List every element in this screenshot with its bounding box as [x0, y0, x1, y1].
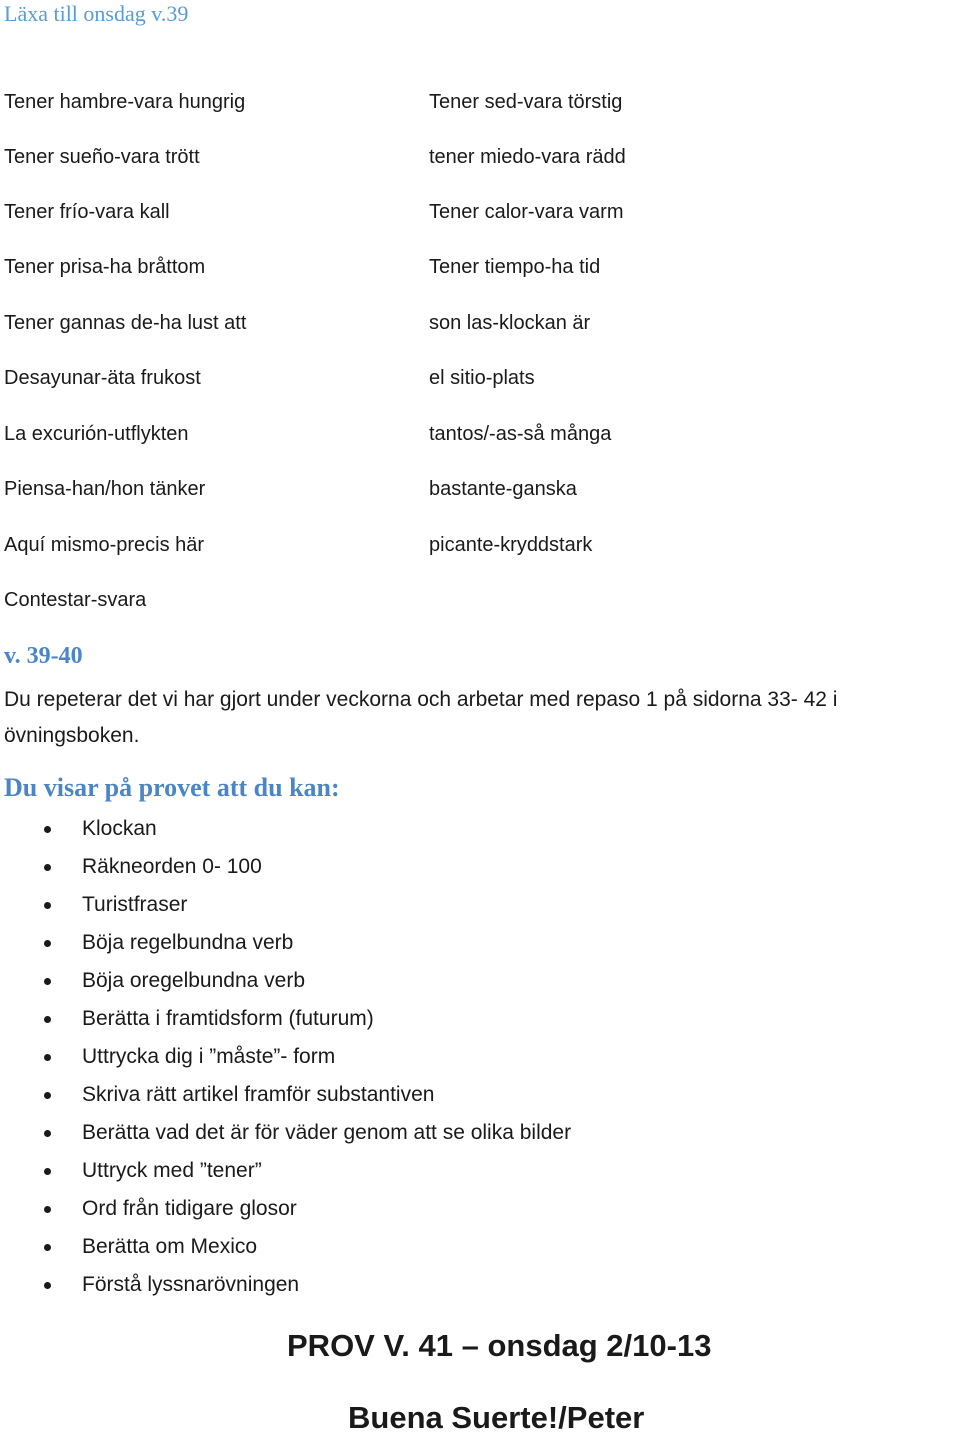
skills-list [0, 811, 571, 1305]
list-item [0, 1115, 571, 1153]
list-item-text: Ord från tidigare glosor [82, 1197, 297, 1220]
vocab-right-item: Tener tiempo-ha tid [429, 256, 601, 278]
vocab-right-item: Tener calor-vara varm [429, 201, 624, 223]
list-item [0, 811, 571, 849]
vocab-left-item: Piensa-han/hon tänker [4, 478, 206, 500]
bullet-icon [44, 826, 51, 833]
vocab-right-item: bastante-ganska [429, 478, 577, 500]
section-heading: Du visar på provet att du kan: [4, 773, 340, 802]
list-item [0, 1229, 571, 1267]
vocab-left-item: Tener gannas de-ha lust att [4, 312, 247, 334]
vocab-right-item: picante-kryddstark [429, 534, 593, 556]
list-item-text: Förstå lyssnarövningen [82, 1273, 300, 1296]
list-item [0, 925, 571, 963]
list-item-text: Böja regelbundna verb [82, 931, 294, 954]
list-item-text: Turistfraser [82, 893, 188, 916]
vocab-left-item: Contestar-svara [4, 589, 147, 611]
bullet-icon [44, 902, 51, 909]
bullet-icon [44, 1016, 51, 1023]
list-item-text: Berätta i framtidsform (futurum) [82, 1007, 374, 1030]
instruction-paragraph: Du repeterar det vi har gjort under veckorna och arbetar med repaso 1 på sidorna 33- 42 i övningsboken. [4, 688, 838, 747]
page-title: Läxa till onsdag v.39 [4, 1, 189, 26]
vocab-left-item: Tener prisa-ha bråttom [4, 256, 206, 278]
vocab-right-item: Tener sed-vara törstig [429, 91, 623, 113]
list-item [0, 1077, 571, 1115]
bullet-icon [44, 1282, 51, 1289]
exam-date: PROV V. 41 – onsdag 2/10-13 [287, 1328, 712, 1363]
vocab-left-item: Tener frío-vara kall [4, 201, 170, 223]
bullet-icon [44, 978, 51, 985]
list-item [0, 1267, 571, 1305]
bullet-icon [44, 1206, 51, 1213]
list-item [0, 1153, 571, 1191]
bullet-icon [44, 1092, 51, 1099]
bullet-icon [44, 1168, 51, 1175]
bullet-icon [44, 940, 51, 947]
vocab-left-item: Desayunar-äta frukost [4, 367, 201, 389]
vocab-left-item: Tener hambre-vara hungrig [4, 91, 246, 113]
list-item-text: Klockan [82, 817, 157, 840]
list-item-text: Räkneorden 0- 100 [82, 855, 262, 878]
bullet-icon [44, 1130, 51, 1137]
vocab-right-item: tantos/-as-så många [429, 423, 612, 445]
list-item-text: Skriva rätt artikel framför substantiven [82, 1083, 435, 1106]
list-item [0, 1039, 571, 1077]
list-item [0, 1001, 571, 1039]
vocab-left-item: La excurión-utflykten [4, 423, 189, 445]
bullet-icon [44, 1054, 51, 1061]
week-label: v. 39-40 [4, 643, 83, 669]
vocab-left-item: Tener sueño-vara trött [4, 146, 200, 168]
list-item [0, 849, 571, 887]
vocab-right-item: son las-klockan är [429, 312, 591, 334]
list-item-text: Berätta vad det är för väder genom att se olika bilder [82, 1121, 572, 1144]
vocab-right-item: el sitio-plats [429, 367, 535, 389]
bullet-icon [44, 1244, 51, 1251]
closing-greeting: Buena Suerte!/Peter [348, 1400, 645, 1435]
bullet-icon [44, 864, 51, 871]
list-item [0, 963, 571, 1001]
list-item-text: Uttrycka dig i ”måste”- form [82, 1045, 336, 1068]
vocab-right-item: tener miedo-vara rädd [429, 146, 626, 168]
list-item-text: Böja oregelbundna verb [82, 969, 306, 992]
list-item-text: Berätta om Mexico [82, 1235, 258, 1258]
list-item-text: Uttryck med ”tener” [82, 1159, 262, 1182]
list-item [0, 1191, 571, 1229]
vocab-left-item: Aquí mismo-precis här [4, 534, 205, 556]
list-item [0, 887, 571, 925]
